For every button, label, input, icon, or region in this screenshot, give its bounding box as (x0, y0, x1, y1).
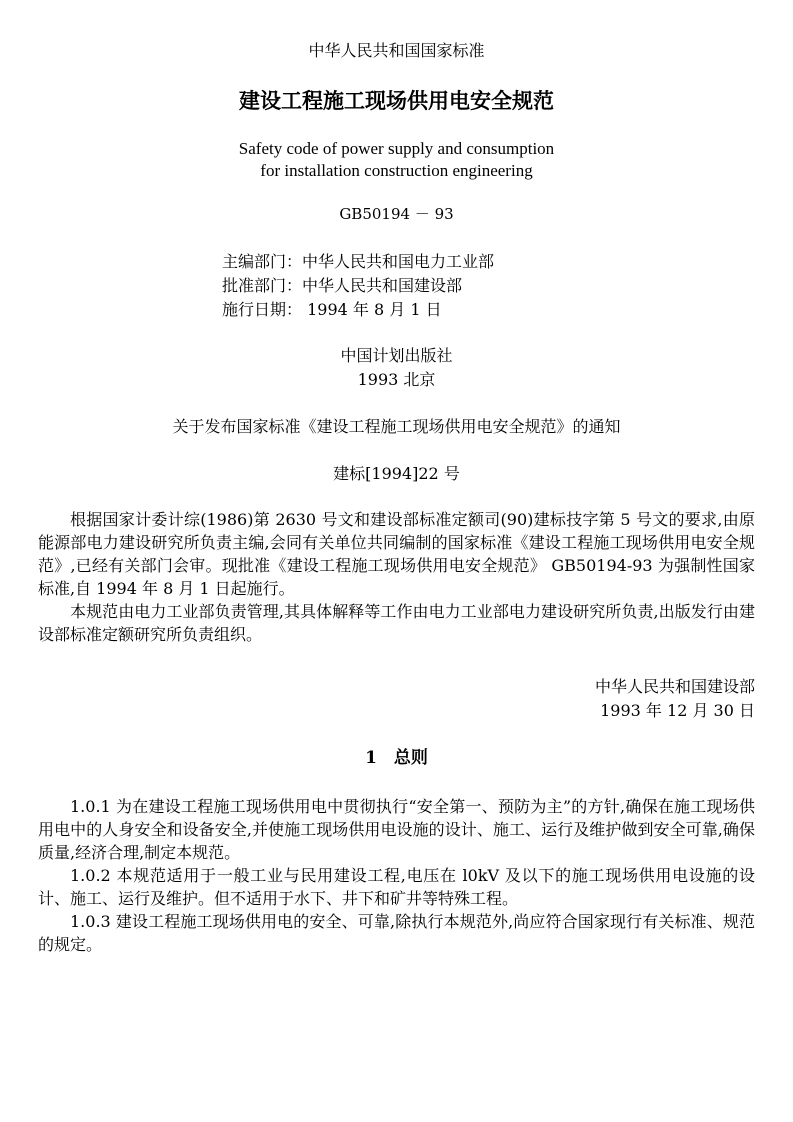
publisher-year-place: 1993 北京 (357, 370, 436, 389)
signature-organization: 中华人民共和国建设部 (594, 677, 755, 696)
document-title: 建设工程施工现场供用电安全规范 (239, 88, 554, 113)
title-english-line2: for installation construction engineering (260, 161, 533, 180)
editor-department: 主编部门：中华人民共和国电力工业部 (222, 252, 495, 271)
notice-title: 关于发布国家标准《建设工程施工现场供用电安全规范》的通知 (172, 417, 621, 436)
clause-1-0-3: 1.0.3 建设工程施工现场供用电的安全、可靠,除执行本规范外,尚应符合国家现行有关标准、规范的规定。 (38, 912, 755, 954)
signature-date: 1993 年 12 月 30 日 (600, 701, 755, 720)
notice-doc-number: 建标[1994]22 号 (333, 464, 460, 483)
clause-1-0-2: 1.0.2 本规范适用于一般工业与民用建设工程,电压在 l0kV 及以下的施工现场供用电设施的设计、施工、运行及维护。但不适用于水下、井下和矿井等特殊工程。 (38, 866, 755, 908)
effective-date: 施行日期： 1994 年 8 月 1 日 (222, 300, 442, 319)
chapter-heading: 1 总则 (365, 748, 428, 768)
publisher-name: 中国计划出版社 (340, 346, 453, 365)
standard-type: 中华人民共和国国家标准 (308, 41, 485, 60)
notice-paragraph: 根据国家计委计综(1986)第 2630 号文和建设部标准定额司(90)建标技字第 5 号文的要求,由原能源部电力建设研究所负责主编,会同有关单位共同编制的国家标准《建设工程施工现场供用电安全规范》,已经有关部门会审。现批准《建设工程施工现场供用电安全规范》 GB50194-93 为强制性国家标准,自 1994 年 8 月 1 日起施行。 (38, 510, 755, 598)
clause-1-0-1: 1.0.1 为在建设工程施工现场供用电中贯彻执行“安全第一、预防为主”的方针,确保在施工现场供用电中的人身安全和设备安全,并使施工现场供用电设施的设计、施工、运行及维护做到安全可靠,确保质量,经济合理,制定本规范。 (38, 797, 755, 862)
approver-department: 批准部门：中华人民共和国建设部 (222, 276, 463, 295)
notice-paragraph: 本规范由电力工业部负责管理,其具体解释等工作由电力工业部电力建设研究所负责,出版发行由建设部标准定额研究所负责组织。 (38, 602, 755, 644)
title-english-line1: Safety code of power supply and consumption (238, 139, 555, 158)
standard-code: GB50194 － 93 (339, 205, 454, 223)
